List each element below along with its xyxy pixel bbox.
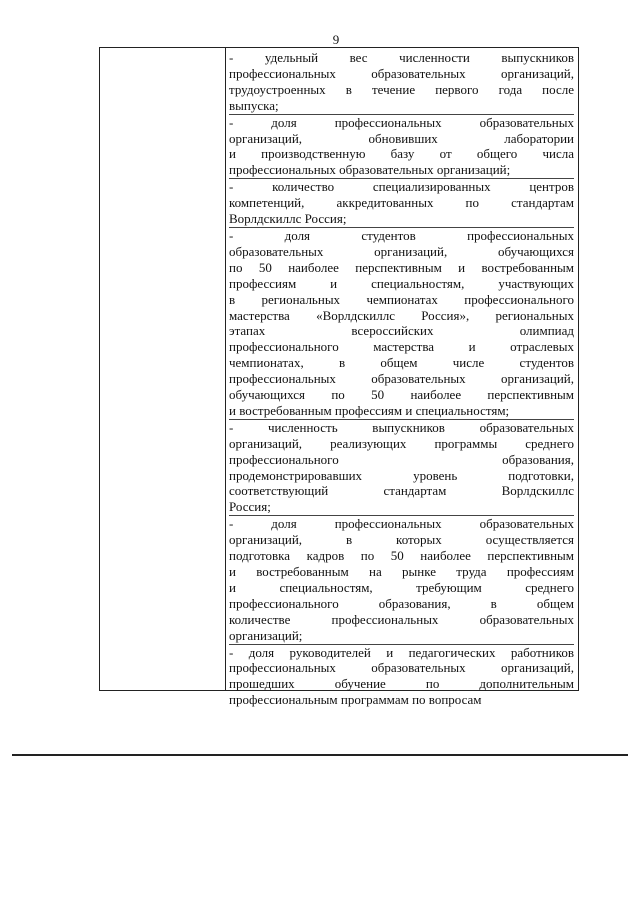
indicator-line: профессионального образования, в общем: [229, 595, 574, 611]
indicator-line: организаций, реализующих программы среднего: [229, 435, 574, 451]
indicator-line: обучающихся по 50 наиболее перспективным: [229, 387, 574, 403]
indicator-line: профессиональным программам по вопросам: [229, 692, 482, 708]
indicator-line: выпуска;: [229, 97, 279, 113]
indicator-list: [229, 50, 574, 708]
indicator-line: и востребованным на рынке труда профессиям: [229, 564, 574, 579]
indicator-line: организаций;: [229, 627, 303, 643]
indicator-line: - количество специализированных центров: [229, 179, 574, 195]
indicator-line: в региональных чемпионатах профессионального: [229, 291, 574, 307]
indicator-line: и специальностям, требующим среднего: [229, 579, 574, 595]
indicator-line: соответствующий стандартам Ворлдскиллс: [229, 483, 574, 499]
indicator-line: - доля профессиональных образовательных: [229, 516, 574, 532]
indicator-line: - доля профессиональных образовательных: [229, 114, 574, 130]
indicator-line: профессиональных образовательных организаций;: [229, 162, 511, 178]
indicator-line: профессиям и специальностям, участвующих: [229, 275, 574, 291]
indicator-line: организаций, в которых осуществляется: [229, 532, 574, 548]
indicator-line: и производственную базу от общего числа: [229, 146, 574, 162]
indicator-line: компетенций, аккредитованных по стандартам: [229, 195, 574, 211]
indicator-item: [229, 227, 574, 419]
footer-rule: [12, 754, 628, 756]
indicator-line: организаций, обновивших лаборатории: [229, 130, 574, 146]
indicator-line: - удельный вес численности выпускников: [229, 50, 574, 65]
indicator-item: [229, 515, 574, 643]
indicator-item: [229, 178, 574, 227]
indicator-item: [229, 50, 574, 114]
indicator-line: этапах всероссийских олимпиад: [229, 323, 574, 339]
indicator-line: мастерства «Ворлдскиллс Россия», региональных: [229, 307, 574, 323]
indicator-line: профессионального мастерства и отраслевых: [229, 339, 574, 355]
indicator-line: количестве профессиональных образовательных: [229, 611, 574, 627]
indicator-line: Ворлдскиллс Россия;: [229, 211, 347, 227]
indicator-line: профессиональных образовательных организаций,: [229, 65, 574, 81]
indicator-line: образовательных организаций, обучающихся: [229, 243, 574, 259]
indicator-line: - доля руководителей и педагогических работников: [229, 644, 574, 660]
indicator-line: профессиональных образовательных организаций,: [229, 371, 574, 387]
indicator-line: и востребованным профессиям и специальностям;: [229, 402, 510, 418]
indicator-line: по 50 наиболее перспективным и востребованным: [229, 259, 574, 275]
indicator-line: чемпионатах, в общем числе студентов: [229, 355, 574, 371]
indicator-item: [229, 644, 574, 709]
indicator-item: [229, 419, 574, 515]
indicator-line: Россия;: [229, 499, 271, 515]
indicator-line: - доля студентов профессиональных: [229, 227, 574, 243]
indicator-line: продемонстрировавших уровень подготовки,: [229, 467, 574, 483]
indicator-line: профессионального образования,: [229, 451, 574, 467]
indicator-line: трудоустроенных в течение первого года после: [229, 81, 574, 97]
column-divider: [225, 47, 226, 691]
indicator-line: подготовка кадров по 50 наиболее перспективным: [229, 548, 574, 564]
indicator-line: прошедших обучение по дополнительным: [229, 676, 574, 692]
indicator-line: профессиональных образовательных организаций,: [229, 660, 574, 676]
page-number: 9: [332, 32, 340, 47]
indicator-item: [229, 114, 574, 179]
indicator-line: - численность выпускников образовательных: [229, 419, 574, 435]
